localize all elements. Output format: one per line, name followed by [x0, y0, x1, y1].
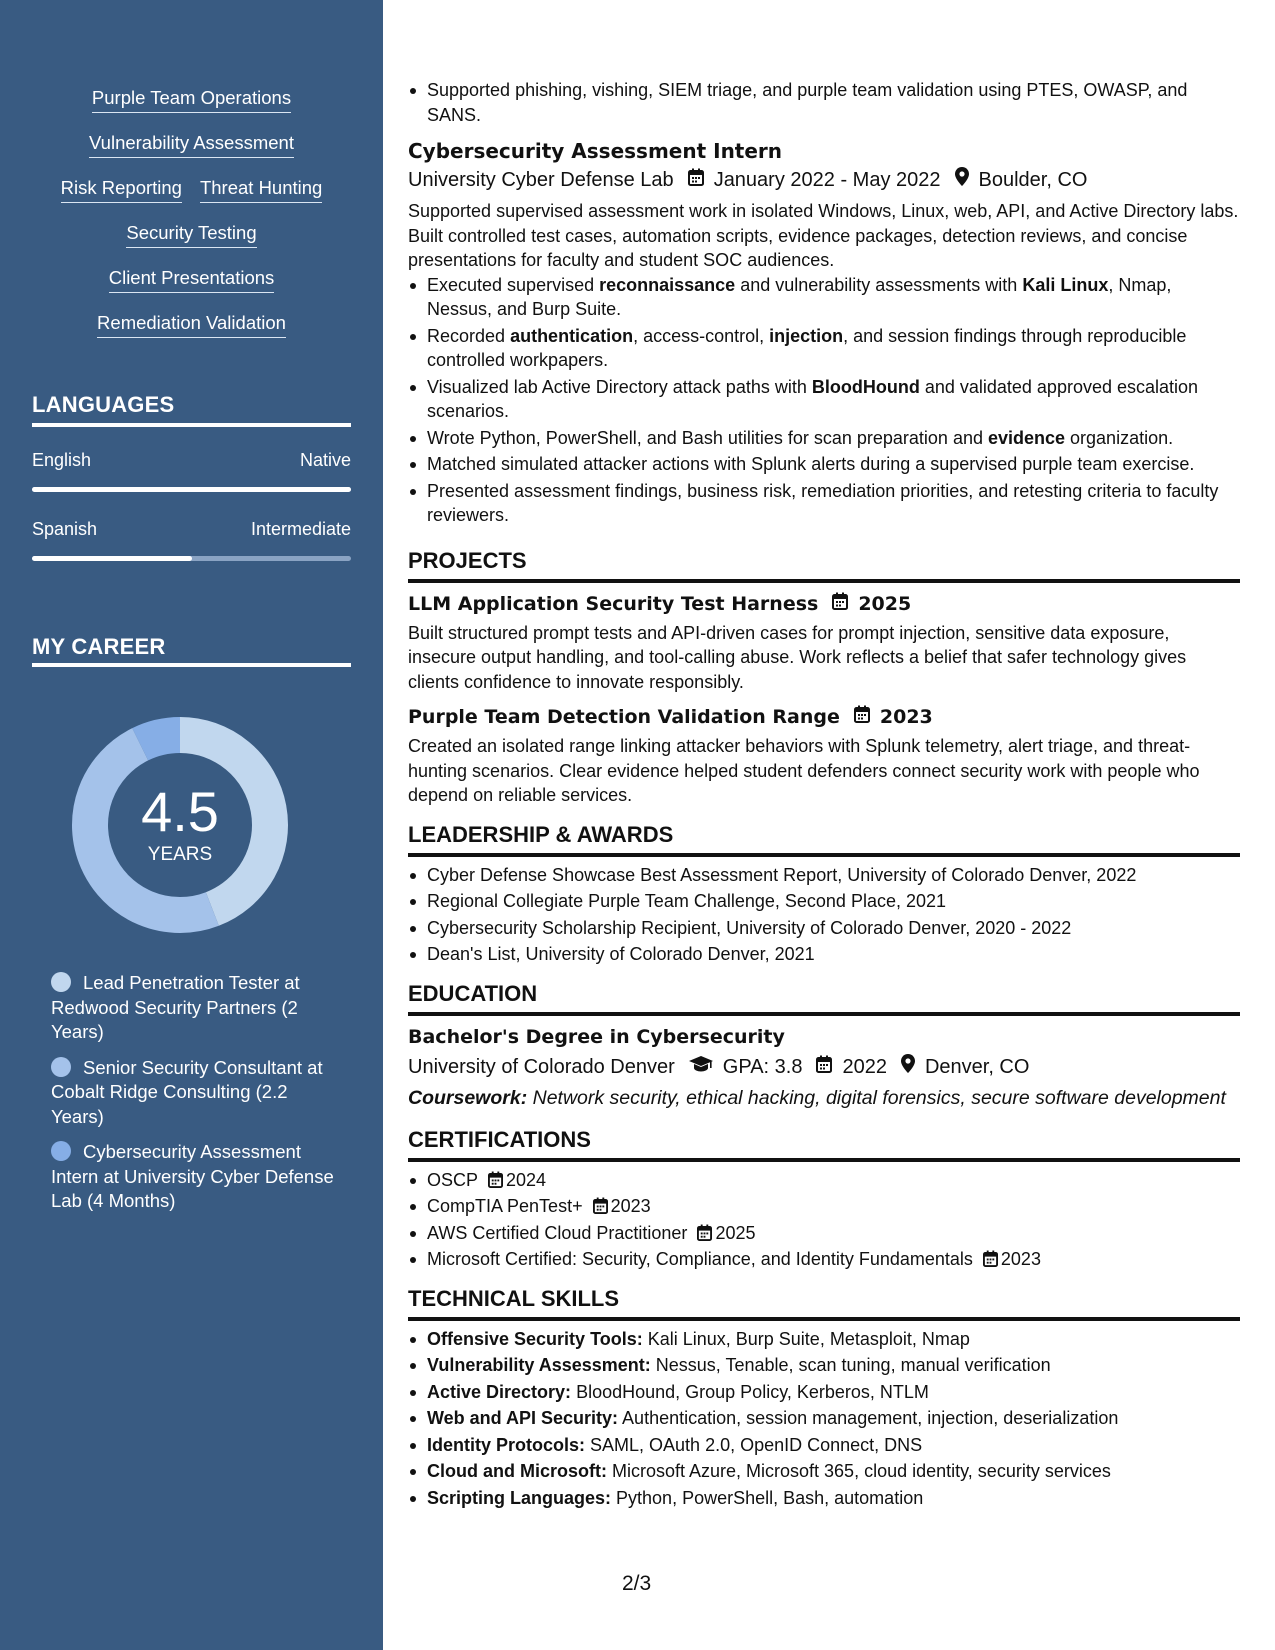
- list-item: [408, 1353, 1240, 1378]
- cert-name: OSCP: [427, 1169, 479, 1190]
- education-meta: [408, 1052, 1240, 1082]
- career-dot: [51, 1141, 71, 1161]
- skill-label: Identity Protocols:: [427, 1434, 586, 1455]
- language-level: Native: [299, 450, 351, 470]
- school-name: University of Colorado Denver: [408, 1055, 675, 1078]
- cert-year: 2023: [1000, 1249, 1041, 1269]
- career-dot: [51, 1057, 71, 1077]
- skill-tags: [32, 86, 351, 356]
- text: , and session findings through reproducible controlled workpapers.: [427, 325, 1187, 370]
- career-text: Cybersecurity Assessment Intern at University Cyber Defense Lab (4 Months): [51, 1141, 334, 1211]
- experience-bullets-top: [408, 78, 1240, 127]
- graduation-cap-icon: [689, 1052, 713, 1082]
- list-item: [408, 1380, 1240, 1405]
- list-item: [408, 1168, 1240, 1193]
- list-item: [408, 1486, 1240, 1511]
- job-summary: Supported supervised assessment work in isolated Windows, Linux, web, API, and Active Directory labs. Built controlled test cases, automation scripts, evidence packages, detection reviews, and concise presentations for faculty and student SOC audiences.: [408, 201, 1239, 270]
- cert-name: AWS Certified Cloud Practitioner: [427, 1222, 688, 1243]
- list-item: [408, 324, 1240, 373]
- list-item: [408, 1406, 1240, 1431]
- project-year: 2025: [858, 592, 912, 615]
- language-bar: [32, 487, 351, 492]
- list-item: Presented assessment findings, business risk, remediation priorities, and retesting criteria to faculty reviewers.: [408, 479, 1240, 528]
- cert-date: [983, 1249, 1041, 1269]
- career-donut-chart: [67, 712, 293, 938]
- bold-text: authentication: [510, 325, 634, 346]
- project-year: 2023: [879, 706, 933, 728]
- cert-date: [488, 1170, 546, 1190]
- projects-heading: PROJECTS: [408, 547, 527, 573]
- skill-label: Scripting Languages:: [427, 1487, 612, 1508]
- cert-year: 2024: [506, 1169, 547, 1190]
- career-total: 4.5: [141, 780, 219, 843]
- cert-date: [697, 1223, 755, 1243]
- page-number: 2/3: [622, 1572, 652, 1595]
- calendar-icon: [854, 702, 870, 732]
- skills-list: [408, 1327, 1240, 1511]
- language-bar: [32, 556, 351, 561]
- skill-label: Active Directory:: [427, 1381, 572, 1402]
- job-location: Boulder, CO: [978, 169, 1088, 191]
- text: , Nmap, Nessus, and Burp Suite.: [427, 274, 1172, 319]
- list-item: [408, 1327, 1240, 1352]
- text: and validated approved escalation scenarios.: [427, 376, 1199, 421]
- career-heading: MY CAREER: [32, 634, 166, 659]
- donut-segment: [140, 735, 180, 744]
- career-item: [51, 1140, 341, 1214]
- project-title: [408, 589, 1240, 619]
- section-rule: [408, 1012, 1240, 1016]
- list-item: [408, 426, 1240, 451]
- skill-label: Web and API Security:: [427, 1408, 619, 1428]
- text: Visualized lab Active Directory attack paths with: [427, 376, 812, 397]
- graduation-year: 2022: [842, 1055, 887, 1078]
- cert-name: Microsoft Certified: Security, Compliance, and Identity Fundamentals: [427, 1249, 973, 1269]
- career-unit: YEARS: [147, 844, 213, 865]
- calendar-icon: [688, 165, 704, 195]
- education-heading: EDUCATION: [408, 980, 538, 1006]
- list-item: Cybersecurity Scholarship Recipient, University of Colorado Denver, 2020 - 2022: [408, 916, 1240, 941]
- skill-tag: Risk Reporting: [61, 176, 182, 203]
- language-bar-fill: [32, 556, 192, 561]
- language-name: English: [32, 450, 92, 470]
- list-item: [408, 1247, 1240, 1272]
- list-item: Cyber Defense Showcase Best Assessment Report, University of Colorado Denver, 2022: [408, 863, 1240, 888]
- languages-heading: LANGUAGES: [32, 392, 175, 417]
- text: , access-control,: [633, 325, 770, 346]
- school-location: Denver, CO: [924, 1055, 1030, 1078]
- certifications-heading: CERTIFICATIONS: [408, 1126, 591, 1152]
- career-item: [51, 1056, 341, 1130]
- career-text: Lead Penetration Tester at Redwood Security Partners (2 Years): [51, 972, 300, 1042]
- list-item: [408, 273, 1240, 322]
- language-english: [32, 449, 351, 492]
- skill-tag: Security Testing: [126, 221, 256, 248]
- skills-heading: TECHNICAL SKILLS: [408, 1285, 620, 1311]
- list-item: Matched simulated attacker actions with Splunk alerts during a supervised purple team exercise.: [408, 452, 1240, 477]
- language-spanish: [32, 518, 351, 561]
- main-content: [408, 78, 1240, 1512]
- leadership-heading: LEADERSHIP & AWARDS: [408, 821, 674, 847]
- languages-rule: [32, 423, 351, 427]
- career-list: [51, 971, 341, 1225]
- job-bullets: [408, 273, 1240, 528]
- language-name: Spanish: [32, 519, 98, 539]
- coursework-text: Network security, ethical hacking, digital forensics, secure software development: [527, 1086, 1226, 1109]
- career-text: Senior Security Consultant at Cobalt Ridge Consulting (2.2 Years): [51, 1056, 323, 1127]
- skill-tag: Remediation Validation: [97, 311, 286, 338]
- text: and vulnerability assessments with: [735, 274, 1023, 295]
- list-item: [408, 1433, 1240, 1458]
- list-item: [408, 1221, 1240, 1246]
- list-item: Regional Collegiate Purple Team Challenge, Second Place, 2021: [408, 889, 1240, 914]
- project-description: Created an isolated range linking attacker behaviors with Splunk telemetry, alert triage, and threat-hunting scenarios. Clear evidence helped student defenders connect security work with people who depend on reliable services.: [408, 736, 1200, 805]
- bold-text: Kali Linux: [1022, 274, 1109, 295]
- cert-date: [593, 1196, 651, 1216]
- skill-value: Microsoft Azure, Microsoft 365, cloud identity, security services: [606, 1461, 1111, 1481]
- career-dot: [51, 972, 71, 992]
- section-rule: [408, 853, 1240, 857]
- gpa: GPA: 3.8: [722, 1055, 803, 1078]
- career-rule: [32, 663, 351, 667]
- bold-text: BloodHound: [811, 376, 920, 397]
- skill-tag: Threat Hunting: [200, 176, 322, 203]
- bold-text: injection: [769, 325, 844, 346]
- section-rule: [408, 1158, 1240, 1162]
- job-title: Cybersecurity Assessment Intern: [408, 139, 783, 163]
- cert-year: 2023: [610, 1196, 651, 1216]
- skill-value: Authentication, session management, injection, deserialization: [618, 1408, 1119, 1428]
- project-name: LLM Application Security Test Harness: [408, 592, 819, 615]
- skill-tag: Client Presentations: [109, 266, 275, 293]
- skill-label: Vulnerability Assessment:: [427, 1355, 651, 1375]
- skill-label: Cloud and Microsoft:: [427, 1461, 607, 1481]
- skill-value: Kali Linux, Burp Suite, Metasploit, Nmap: [642, 1328, 970, 1349]
- calendar-icon: [816, 1052, 832, 1082]
- list-item: Dean's List, University of Colorado Denver, 2021: [408, 942, 1240, 967]
- sidebar: [0, 0, 383, 1650]
- cert-name: CompTIA PenTest+: [427, 1196, 583, 1216]
- certifications-list: [408, 1168, 1240, 1272]
- skill-value: Python, PowerShell, Bash, automation: [611, 1487, 924, 1508]
- text: Wrote Python, PowerShell, and Bash utilities for scan preparation and: [427, 427, 988, 448]
- skill-tag: Vulnerability Assessment: [89, 131, 294, 158]
- calendar-icon: [832, 589, 848, 619]
- calendar-icon: [593, 1197, 608, 1214]
- list-item: [408, 1194, 1240, 1219]
- job-meta: [408, 165, 1240, 195]
- skill-tag: Purple Team Operations: [92, 86, 291, 113]
- project-title: [408, 702, 1240, 732]
- project-name: Purple Team Detection Validation Range: [408, 706, 840, 728]
- coursework-label: Coursework:: [408, 1086, 528, 1109]
- calendar-icon: [983, 1250, 998, 1267]
- skill-label: Offensive Security Tools:: [427, 1328, 643, 1349]
- calendar-icon: [488, 1171, 503, 1188]
- bold-text: reconnaissance: [599, 274, 736, 295]
- skill-value: SAML, OAuth 2.0, OpenID Connect, DNS: [585, 1434, 923, 1455]
- language-bar-fill: [32, 487, 351, 492]
- section-rule: [408, 579, 1240, 583]
- location-pin-icon: [955, 165, 969, 195]
- skill-value: BloodHound, Group Policy, Kerberos, NTLM: [571, 1381, 929, 1402]
- list-item: Supported phishing, vishing, SIEM triage, and purple team validation using PTES, OWASP, and SANS.: [408, 78, 1240, 127]
- career-item: [51, 971, 341, 1045]
- job-dates: January 2022 - May 2022: [713, 169, 941, 191]
- coursework: [408, 1086, 1240, 1111]
- text: Recorded: [427, 325, 511, 346]
- text: organization.: [1065, 427, 1174, 448]
- calendar-icon: [697, 1224, 712, 1241]
- list-item: [408, 1459, 1240, 1484]
- skill-value: Nessus, Tenable, scan tuning, manual verification: [650, 1355, 1051, 1375]
- section-rule: [408, 1317, 1240, 1321]
- cert-year: 2025: [715, 1222, 756, 1243]
- job-org: University Cyber Defense Lab: [408, 169, 674, 191]
- location-pin-icon: [901, 1052, 915, 1082]
- project-description: Built structured prompt tests and API-driven cases for prompt injection, sensitive data exposure, insecure output handling, and tool-calling abuse. Work reflects a belief that safer technology gives clients confidence to innovate responsibly.: [408, 622, 1187, 692]
- bold-text: evidence: [987, 427, 1066, 448]
- list-item: [408, 375, 1240, 424]
- leadership-list: [408, 863, 1240, 967]
- degree-title: Bachelor's Degree in Cybersecurity: [408, 1025, 785, 1048]
- language-level: Intermediate: [250, 519, 351, 539]
- text: Executed supervised: [427, 274, 600, 295]
